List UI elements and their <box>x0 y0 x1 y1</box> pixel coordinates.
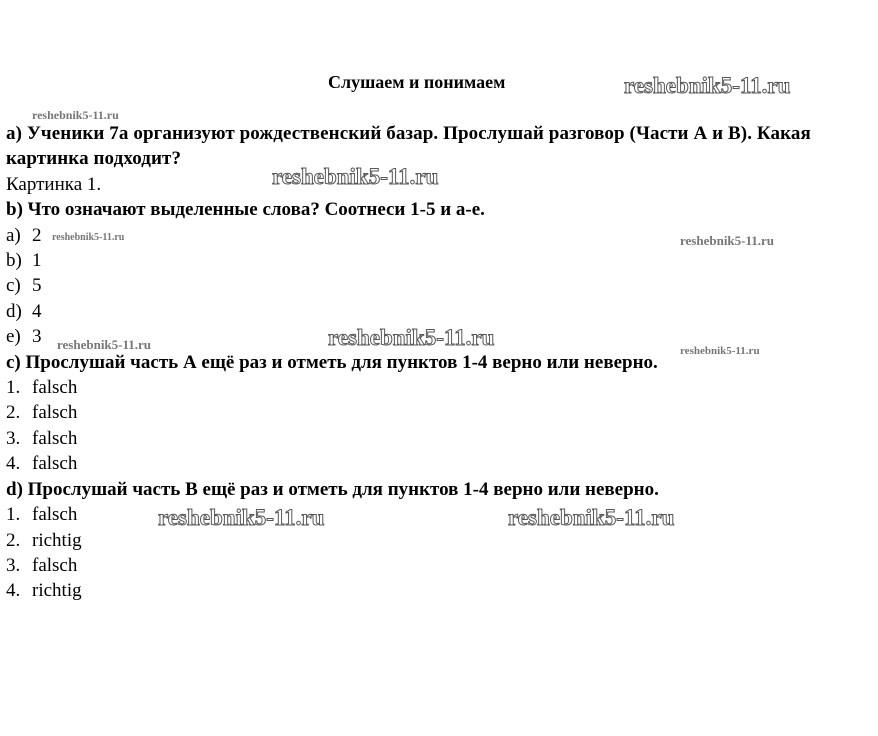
item-value: falsch <box>32 427 78 449</box>
answer-a: Картинка 1. <box>6 173 102 195</box>
list-item <box>6 273 872 298</box>
item-value: falsch <box>32 554 78 576</box>
item-value: richtig <box>32 529 82 551</box>
list-item <box>6 400 872 425</box>
item-marker: 4. <box>6 453 21 475</box>
item-marker: 2. <box>6 402 21 424</box>
item-marker: 3. <box>6 427 21 449</box>
list-item <box>6 223 872 248</box>
answer-list-d <box>6 502 872 604</box>
list-item <box>6 528 872 553</box>
list-item <box>6 553 872 578</box>
item-marker: c) <box>6 275 21 297</box>
answer-list-c <box>6 375 872 477</box>
item-marker: 2. <box>6 529 21 551</box>
list-item <box>6 578 872 603</box>
page-title: Слушаем и понимаем <box>328 72 506 92</box>
watermark: reshebnik5-11.ru <box>57 337 152 352</box>
watermark: reshebnik5-11.ru <box>680 345 760 357</box>
item-marker: 1. <box>6 504 21 526</box>
item-marker: a) <box>6 224 21 246</box>
item-value: 1 <box>32 250 42 272</box>
item-value: richtig <box>32 580 82 602</box>
list-item <box>6 299 872 324</box>
watermark: reshebnik5-11.ru <box>158 505 325 530</box>
list-item <box>6 324 872 349</box>
exercise-content <box>6 121 872 604</box>
item-marker: e) <box>6 326 21 348</box>
item-value: 5 <box>32 275 42 297</box>
question-a: a) Ученики 7а организуют рождественский базар. Прослушай разговор (Части А и В). Какая картинка подходит? <box>6 123 811 170</box>
watermark: reshebnik5-11.ru <box>624 73 791 98</box>
watermark: reshebnik5-11.ru <box>328 325 495 350</box>
watermark: reshebnik5-11.ru <box>32 108 119 122</box>
watermark: reshebnik5-11.ru <box>508 505 675 530</box>
watermark: reshebnik5-11.ru <box>272 164 439 189</box>
item-marker: b) <box>6 250 22 272</box>
watermark: reshebnik5-11.ru <box>680 233 775 248</box>
item-value: 4 <box>32 300 42 322</box>
item-marker: 3. <box>6 554 21 576</box>
question-d: d) Прослушай часть В ещё раз и отметь для пунктов 1-4 верно или неверно. <box>6 478 659 500</box>
watermark: reshebnik5-11.ru <box>52 232 125 243</box>
list-item <box>6 451 872 476</box>
list-item <box>6 426 872 451</box>
item-value: 3 <box>32 326 42 348</box>
list-item <box>6 375 872 400</box>
item-value: 2 <box>32 224 42 246</box>
item-marker: d) <box>6 300 22 322</box>
list-item <box>6 248 872 273</box>
item-value: falsch <box>32 504 78 526</box>
list-item <box>6 502 872 527</box>
question-c: c) Прослушай часть А ещё раз и отметь для пунктов 1-4 верно или неверно. <box>6 351 658 373</box>
item-marker: 4. <box>6 580 21 602</box>
item-value: falsch <box>32 377 78 399</box>
answer-list-b <box>6 223 872 350</box>
item-value: falsch <box>32 402 78 424</box>
item-marker: 1. <box>6 377 21 399</box>
item-value: falsch <box>32 453 78 475</box>
question-b: b) Что означают выделенные слова? Соотнеси 1-5 и а-е. <box>6 199 485 221</box>
